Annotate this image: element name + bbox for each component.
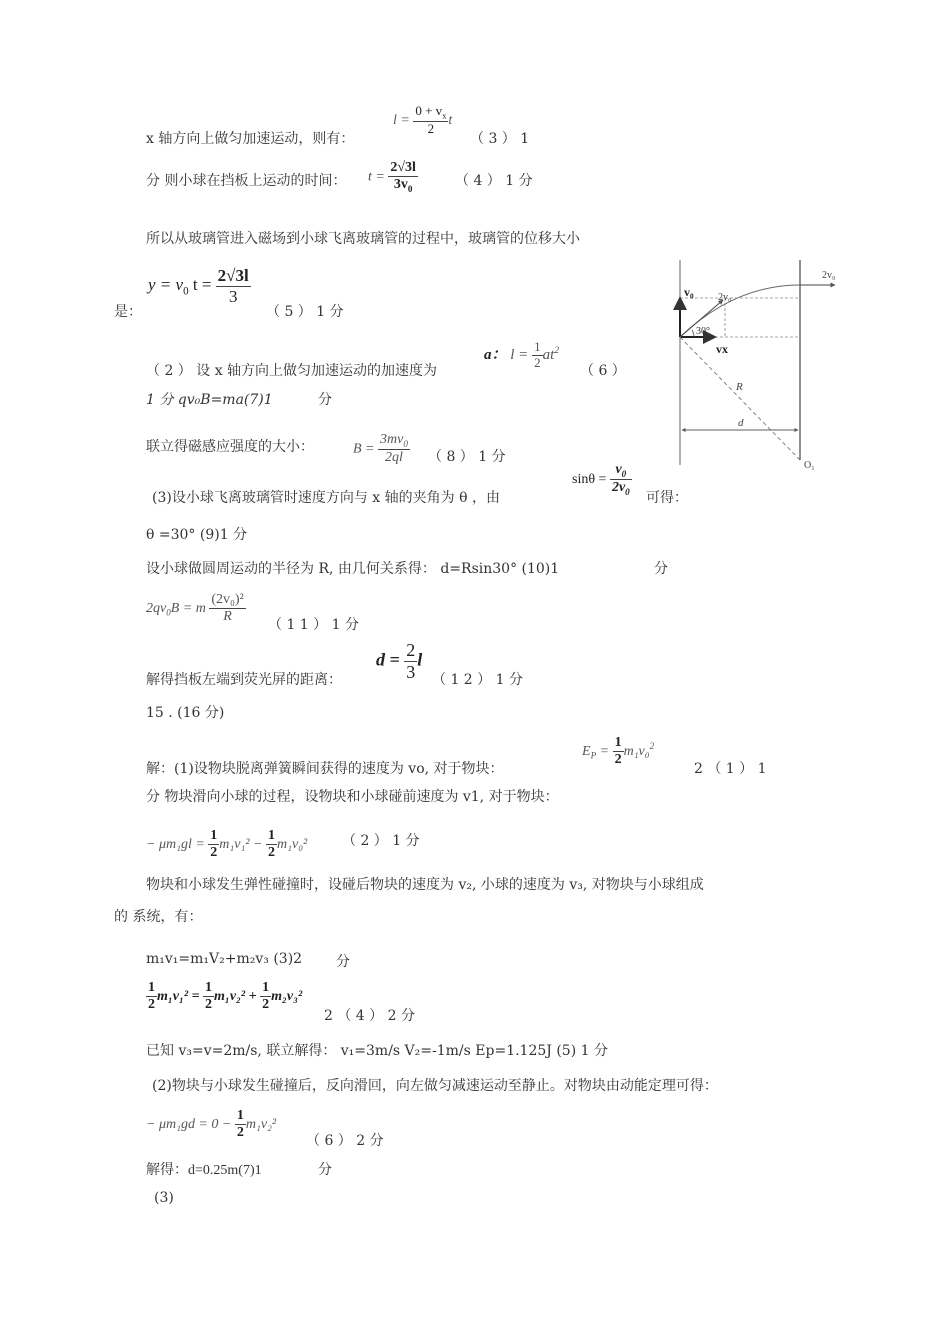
line-9-text: θ =30° (9)1 分 bbox=[146, 527, 248, 543]
formula-energy-den3: 2 bbox=[262, 997, 270, 1013]
formula-eq6-fraction bbox=[532, 340, 543, 371]
formula-eq3-t: t bbox=[448, 112, 453, 128]
formula-energy-num1: 1 bbox=[146, 980, 157, 997]
tag-eq-ep: 2 （ 1 ） 1 bbox=[694, 761, 767, 777]
formula-eq12-lhs: d = bbox=[376, 649, 400, 670]
formula-eq3 bbox=[393, 104, 452, 137]
line-3-text: 所以从玻璃管进入磁场到小球飞离玻璃管的过程中，玻璃管的位移大小 bbox=[146, 231, 580, 247]
formula-eq3-fraction bbox=[413, 104, 448, 137]
label-O1: O₁ bbox=[804, 460, 815, 471]
formula-energy-den1: 2 bbox=[148, 997, 155, 1013]
formula-eq4-den: 3v bbox=[393, 177, 408, 193]
formula-eq3-den: 2 bbox=[427, 121, 435, 137]
formula-eq6-sup: 2 bbox=[554, 344, 560, 356]
formula-eq11-lhs-sub: 0 bbox=[166, 607, 171, 618]
formula-energy-a: m₁v₁² = bbox=[157, 988, 200, 1004]
formula-energy-frac2 bbox=[203, 980, 214, 1013]
formula-decel-num: 1 bbox=[235, 1108, 246, 1125]
radius-line bbox=[680, 337, 800, 460]
formula-eq4-fraction bbox=[388, 160, 418, 194]
formula-eq6-den: 2 bbox=[534, 354, 541, 370]
line-7-text: 联立得磁感应强度的大小： bbox=[146, 439, 314, 455]
formula-sin-lhs: sinθ = bbox=[572, 471, 607, 487]
line-10-fen: 分 bbox=[654, 561, 668, 577]
formula-eq11-B: B = m bbox=[170, 600, 206, 616]
formula-ep-sup: 2 bbox=[649, 741, 655, 752]
formula-work-frac1 bbox=[208, 828, 219, 861]
line-8-text: (3)设小球飞离玻璃管时速度方向与 x 轴的夹角为 θ ，由 bbox=[152, 490, 500, 506]
line-24-text: 解得：d=0.25m(7)1 bbox=[146, 1163, 262, 1178]
formula-eq4 bbox=[368, 160, 418, 194]
formula-work-mid: m₁v₁² − bbox=[219, 836, 263, 852]
line-5-text: （ 2 ） 设 x 轴方向上做匀加速运动的加速度为 bbox=[146, 363, 438, 379]
formula-sin-fraction bbox=[610, 462, 632, 498]
line-6-fen: 分 bbox=[318, 392, 332, 408]
line-12-text: 解得挡板左端到荧光屏的距离： bbox=[146, 672, 342, 688]
line-1-text: x 轴方向上做匀加速运动，则有： bbox=[146, 131, 355, 147]
line-15-text: 分 物块滑向小球的过程，设物块和小球碰前速度为 v1, 对于物块： bbox=[146, 789, 559, 805]
formula-work-den2: 2 bbox=[268, 845, 275, 861]
formula-eq8 bbox=[353, 432, 410, 466]
formula-ep-lhs: E bbox=[582, 743, 591, 759]
formula-ep bbox=[582, 735, 654, 768]
formula-eq3-lhs: l = bbox=[393, 112, 410, 128]
formula-ep-rhs: m₁v₀ bbox=[623, 743, 650, 759]
formula-decel-lhs: − μm₁gd = 0 − bbox=[146, 1116, 232, 1132]
formula-eq8-num: 3mv bbox=[380, 432, 404, 447]
formula-eq4-den-sub: 0 bbox=[407, 183, 413, 194]
formula-eq12-num: 2 bbox=[406, 640, 416, 660]
formula-energy-c: m₂v₃² bbox=[271, 988, 303, 1004]
tag-eq6: （ 6 ） bbox=[580, 363, 626, 379]
formula-decel-den: 2 bbox=[236, 1125, 244, 1141]
line-21-text: 已知 v₃=v=2m/s, 联立解得： v₁=3m/s V₂=-1m/s Ep=1.125J (5) 1 分 bbox=[146, 1043, 608, 1059]
tag-eq3: （ 3 ） 1 bbox=[470, 131, 530, 147]
formula-eq12-l: l bbox=[417, 649, 423, 670]
formula-work-frac2 bbox=[266, 828, 277, 861]
label-v0: v₀ bbox=[684, 285, 694, 299]
tag-eq-decel: （ 6 ） 2 分 bbox=[306, 1133, 384, 1149]
formula-eq12-den: 3 bbox=[406, 661, 416, 682]
formula-eq4-lhs: t = bbox=[368, 169, 385, 185]
formula-energy-frac3 bbox=[260, 980, 271, 1013]
tag-eq11: （ 1 1 ） 1 分 bbox=[268, 617, 359, 633]
line-25-text: (3) bbox=[154, 1190, 174, 1206]
formula-energy bbox=[146, 980, 302, 1013]
formula-eq5-t: t = bbox=[192, 274, 212, 294]
formula-eq5-den: 3 bbox=[228, 286, 238, 306]
tag-eq8: （ 8 ） 1 分 bbox=[428, 449, 506, 465]
formula-work-num1: 1 bbox=[208, 828, 219, 845]
label-vx: vx bbox=[716, 342, 728, 356]
formula-ep-fraction bbox=[613, 735, 624, 768]
formula-energy-num2: 1 bbox=[203, 980, 214, 997]
formula-energy-frac1 bbox=[146, 980, 157, 1013]
label-2v0-top: 2v₀ bbox=[822, 270, 836, 281]
formula-eq4-num: 2√3l bbox=[388, 160, 418, 177]
formula-sin-num: v bbox=[615, 462, 622, 477]
line-14-text: 解：(1)设物块脱离弹簧瞬间获得的速度为 vo, 对于物块： bbox=[146, 761, 504, 777]
formula-work bbox=[146, 828, 307, 861]
formula-eq11-lhs: 2qv bbox=[146, 600, 167, 616]
formula-energy-b: m₁v₂² + bbox=[214, 988, 257, 1004]
formula-sin-num-sub: 0 bbox=[621, 468, 627, 479]
formula-work-lhs: − μm₁gl = bbox=[146, 836, 205, 852]
tag-eq-energy: 2 （ 4 ） 2 分 bbox=[324, 1008, 415, 1024]
formula-eq11-num: (2v₀)² bbox=[209, 592, 245, 609]
formula-decel-fraction bbox=[235, 1108, 246, 1141]
formula-eq8-num-sub: 0 bbox=[403, 438, 408, 449]
line-4-text: 是： bbox=[114, 304, 142, 320]
formula-decel bbox=[146, 1108, 276, 1141]
formula-sin-den-sub: 0 bbox=[625, 487, 630, 498]
line-8-tail: 可得： bbox=[646, 490, 688, 506]
label-R: R bbox=[736, 381, 743, 393]
formula-eq6-a: a： bbox=[484, 346, 507, 363]
formula-ep-eq: = bbox=[599, 743, 610, 759]
label-d: d bbox=[738, 417, 744, 429]
formula-eq5 bbox=[148, 266, 251, 306]
line-22-text: (2)物块与小球发生碰撞后，反向滑回，向左做匀减速运动至静止。对物块由动能定理可得： bbox=[152, 1078, 718, 1094]
line-17-text: 物块和小球发生弹性碰撞时，设碰后物块的速度为 v₂, 小球的速度为 v₃, 对物块与小球组成 bbox=[146, 877, 704, 893]
line-19-fen: 分 bbox=[336, 954, 350, 970]
trajectory-figure bbox=[660, 250, 850, 480]
formula-eq3-num-sub: x bbox=[442, 110, 447, 121]
line-6-text: 1 分 qv₀B=ma(7)1 bbox=[146, 392, 273, 408]
formula-sin-den: 2v bbox=[611, 480, 626, 496]
formula-decel-rhs: m₁v₂² bbox=[245, 1116, 277, 1132]
formula-work-num2: 1 bbox=[266, 828, 277, 845]
formula-eq8-lhs: B = bbox=[353, 441, 375, 457]
formula-eq5-lhs-sub: 0 bbox=[183, 285, 189, 298]
tag-eq12: （ 1 2 ） 1 分 bbox=[432, 672, 523, 688]
formula-eq11-den: R bbox=[223, 609, 232, 625]
formula-eq12-fraction bbox=[404, 640, 417, 682]
formula-eq5-num: 2√3l bbox=[217, 266, 249, 285]
formula-eq6-num: 1 bbox=[534, 339, 541, 354]
label-angle: 30° bbox=[696, 326, 710, 337]
tag-eq5: （ 5 ） 1 分 bbox=[266, 304, 344, 320]
section-15-heading: 15 . (16 分) bbox=[146, 705, 225, 721]
formula-eq8-den: 2ql bbox=[384, 450, 403, 466]
line-24-fen: 分 bbox=[318, 1162, 332, 1178]
formula-ep-lhs-sub: P bbox=[590, 750, 597, 761]
formula-energy-den2: 2 bbox=[205, 997, 213, 1013]
tag-eq-work: （ 2 ） 1 分 bbox=[342, 833, 420, 849]
formula-eq6-rhs: at bbox=[542, 346, 555, 363]
formula-ep-num: 1 bbox=[613, 735, 624, 752]
line-2-text: 分 则小球在挡板上运动的时间： bbox=[146, 173, 347, 189]
formula-eq11-fraction bbox=[209, 592, 245, 625]
formula-eq6-lhs: l = bbox=[510, 346, 529, 363]
line-18-text: 的 系统，有： bbox=[114, 909, 203, 925]
line-10-text: 设小球做圆周运动的半径为 R, 由几何关系得： d=Rsin30° (10)1 bbox=[146, 561, 560, 577]
formula-work-end: m₁v₀² bbox=[277, 836, 308, 852]
formula-eq8-fraction bbox=[378, 432, 410, 466]
formula-sin bbox=[572, 462, 632, 498]
formula-energy-num3: 1 bbox=[260, 980, 271, 997]
formula-work-den1: 2 bbox=[210, 845, 218, 861]
formula-eq12 bbox=[376, 640, 422, 682]
formula-eq11 bbox=[146, 592, 246, 625]
formula-eq3-num: 0 + v bbox=[415, 103, 443, 118]
tag-eq4: （ 4 ） 1 分 bbox=[455, 173, 533, 189]
formula-ep-den: 2 bbox=[614, 752, 622, 768]
formula-eq6 bbox=[484, 340, 559, 371]
label-2v0-mid: 2v₀ bbox=[718, 292, 732, 303]
formula-eq5-fraction bbox=[216, 266, 251, 306]
line-19-text: m₁v₁=m₁V₂+m₂v₃ (3)2 bbox=[146, 951, 303, 967]
angle-arc bbox=[692, 330, 694, 337]
formula-eq5-lhs: y = v bbox=[148, 274, 184, 294]
